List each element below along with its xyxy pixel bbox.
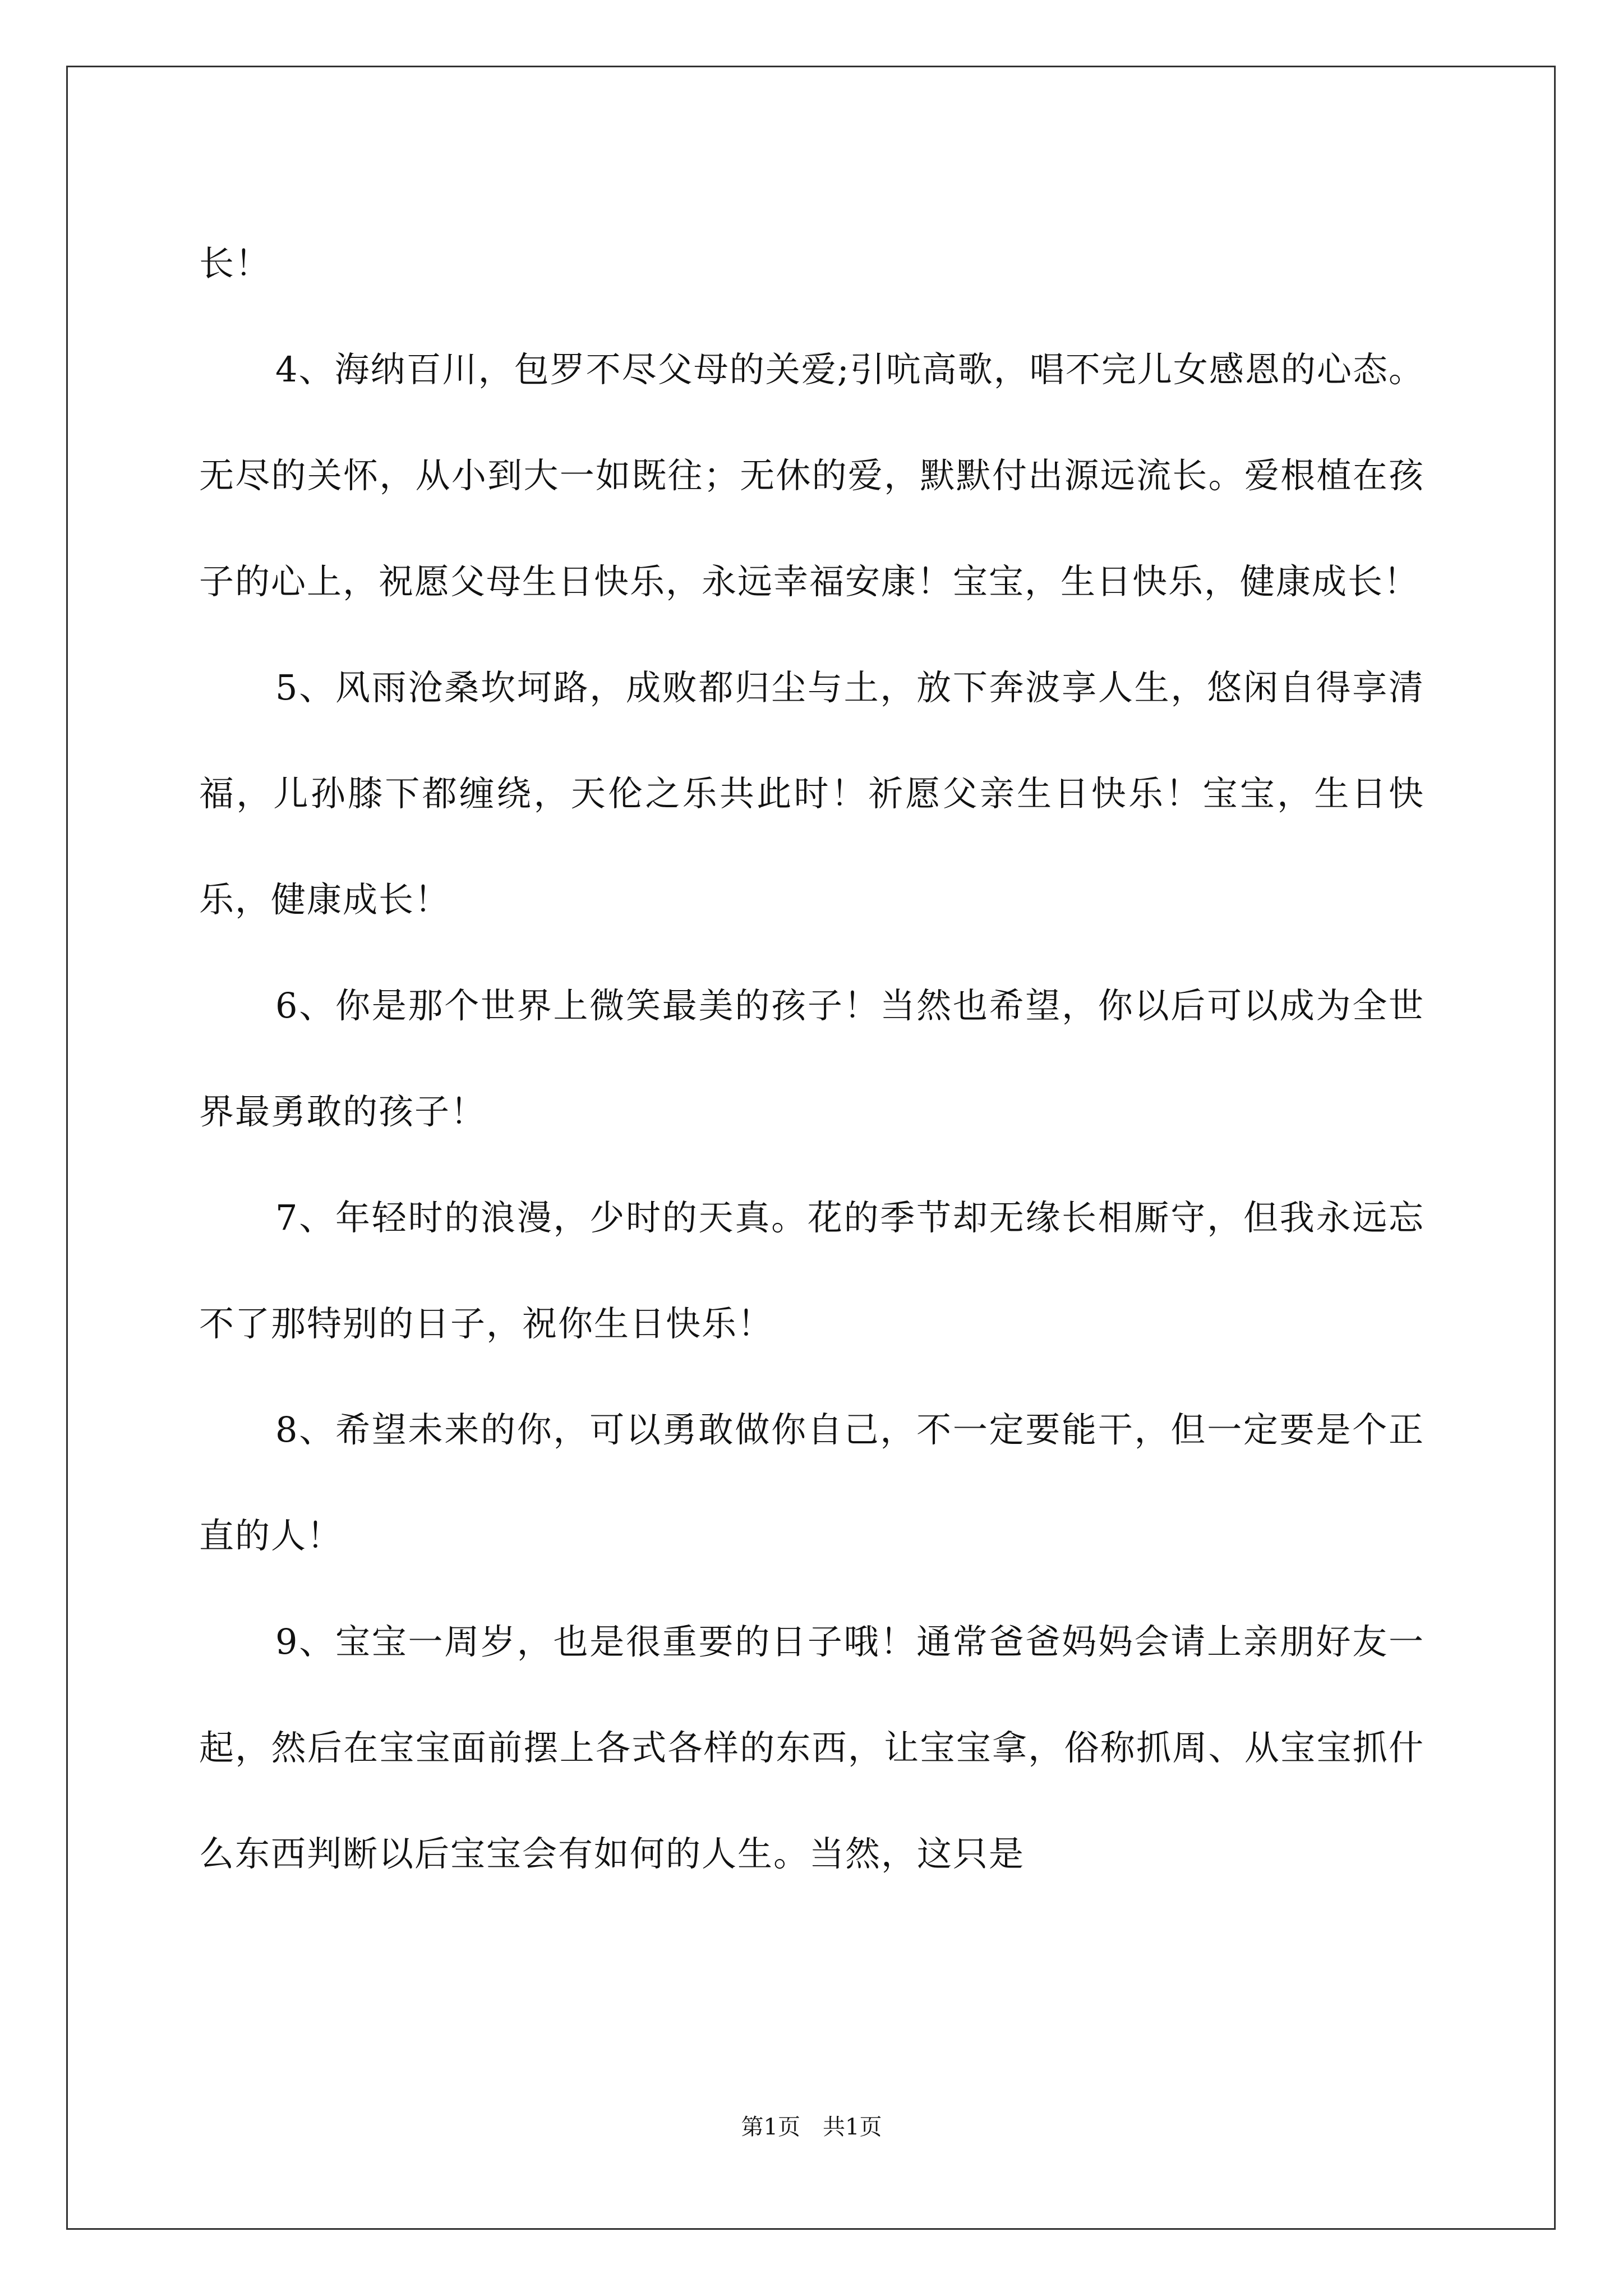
paragraph-9: 9、宝宝一周岁，也是很重要的日子哦！通常爸爸妈妈会请上亲朋好友一起，然后在宝宝面前摆上各式各样的东西，让宝宝拿，俗称抓周、从宝宝抓什么东西判断以后宝宝会有如何的人生。当然，这只是 [199, 1621, 1424, 1874]
paragraph-5: 5、风雨沧桑坎坷路，成败都归尘与土，放下奔波享人生，悠闲自得享清福，儿孙膝下都缠绕，天伦之乐共此时！祈愿父亲生日快乐！宝宝，生日快乐，健康成长！ [199, 667, 1424, 920]
paragraph-7: 7、年轻时的浪漫，少时的天真。花的季节却无缘长相厮守，但我永远忘不了那特别的日子，祝你生日快乐！ [199, 1197, 1424, 1344]
paragraph-continuation: 长！ [199, 243, 271, 284]
document-body [199, 210, 1424, 1907]
paragraph-8: 8、希望未来的你，可以勇敢做你自己，不一定要能干，但一定要是个正直的人！ [199, 1409, 1424, 1556]
paragraph-6: 6、你是那个世界上微笑最美的孩子！当然也希望，你以后可以成为全世界最勇敢的孩子！ [199, 985, 1424, 1132]
page-footer: 第1页 共1页 [741, 2114, 882, 2140]
paragraph-4: 4、海纳百川，包罗不尽父母的关爱;引吭高歌，唱不完儿女感恩的心态。无尽的关怀，从小到大一如既往；无休的爱，默默付出源远流长。爱根植在孩子的心上，祝愿父母生日快乐，永远幸福安康！宝宝，生日快乐，健康成长！ [199, 349, 1424, 602]
